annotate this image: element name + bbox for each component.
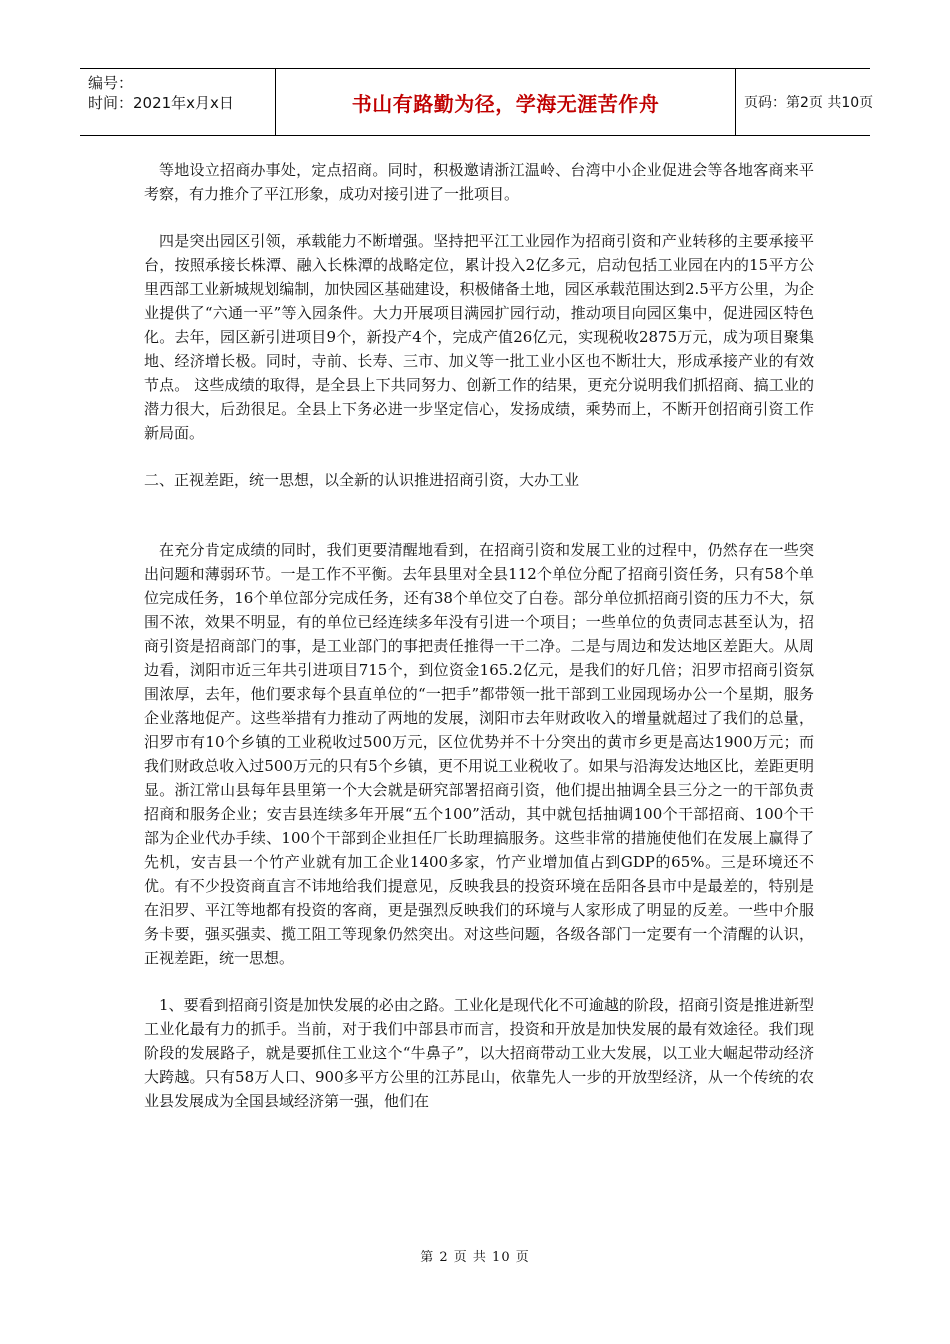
body-paragraph-3: 在充分肯定成绩的同时，我们更要清醒地看到，在招商引资和发展工业的过程中，仍然存在一些突出问题和薄弱环节。一是工作不平衡。去年县里对全县112个单位分配了招商引资任务，只有58个单位完成任务，16个单位部分完成任务，还有38个单位交了白卷。部分单位抓招商引资的压力不大，氛围不浓，效果不明显，有的单位已经连续多年没有引进一个项目；一些单位的负责同志甚至认为，招商引资是招商部门的事，是工业部门的事把责任推得一干二净。二是与周边和发达地区差距大。从周边看，浏阳市近三年共引进项目715个，到位资金165.2亿元，是我们的好几倍；汨罗市招商引资氛围浓厚，去年，他们要求每个县直单位的“一把手”都带领一批干部到工业园现场办公一个星期，服务企业落地促产。这些举措有力推动了两地的发展，浏阳市去年财政收入的增量就超过了我们的总量，汨罗市有10个乡镇的工业税收过500万元，区位优势并不十分突出的黄市乡更是高达1900万元；而我们财政总收入过500万元的只有5个乡镇，更不用说工业税收了。如果与沿海发达地区比，差距更明显。浙江常山县每年县里第一个大会就是研究部署招商引资，他们提出抽调全县三分之一的干部负责招商和服务企业；安吉县连续多年开展“五个100”活动，其中就包括抽调100个干部招商、100个干部为企业代办手续、100个干部到企业担任厂长助理搞服务。这些非常的措施使他们在发展上赢得了先机，安吉县一个竹产业就有加工企业1400多家，竹产业增加值占到GDP的65%。三是环境还不优。有不少投资商直言不讳地给我们提意见，反映我县的投资环境在岳阳各县市中是最差的，特别是在汨罗、平江等地都有投资的客商，更是强烈反映我们的环境与人家形成了明显的反差。一些中介服务卡要，强买强卖、揽工阻工等现象仍然突出。对这些问题，各级各部门一定要有一个清醒的认识，正视差距，统一思想。	[144, 541, 814, 967]
header-meta	[80, 69, 276, 135]
section-heading: 二、正视差距，统一思想，以全新的认识推进招商引资，大办工业	[144, 471, 580, 489]
body-paragraph-4: 1、要看到招商引资是加快发展的必由之路。工业化是现代化不可逾越的阶段，招商引资是推进新型工业化最有力的抓手。当前，对于我们中部县市而言，投资和开放是加快发展的最有效途径。我们现阶段的发展路子，就是要抓住工业这个“牛鼻子”，以大招商带动工业大发展，以工业大崛起带动经济大跨越。只有58万人口、900多平方公里的江苏昆山，依靠先人一步的开放型经济，从一个传统的农业县发展成为全国县域经济第一强，他们在	[144, 996, 814, 1110]
document-number-label: 编号：	[88, 74, 134, 92]
header-motto-cell	[276, 69, 736, 135]
document-date-label: 时间：2021年x月x日	[88, 94, 234, 112]
header-page-cell	[736, 69, 874, 135]
header-motto: 书山有路勤为径，学海无涯苦作舟	[351, 91, 660, 116]
document-body	[144, 158, 814, 1113]
page-footer: 第 2 页 共 10 页	[420, 1250, 530, 1265]
body-paragraph-2: 四是突出园区引领，承载能力不断增强。坚持把平江工业园作为招商引资和产业转移的主要承接平台，按照承接长株潭、融入长株潭的战略定位，累计投入2亿多元，启动包括工业园在内的15平方公里西部工业新城规划编制，加快园区基础建设，积极储备土地，园区承载范围达到2.5平方公里，为企业提供了“六通一平”等入园条件。大力开展项目满园扩园行动，推动项目向园区集中，促进园区特色化。去年，园区新引进项目9个，新投产4个，完成产值26亿元，实现税收2875万元，成为项目聚集地、经济增长极。同时，寺前、长寿、三市、加义等一批工业小区也不断壮大，形成承接产业的有效节点。 这些成绩的取得，是全县上下共同努力、创新工作的结果，更充分说明我们抓招商、搞工业的潜力很大，后劲很足。全县上下务必进一步坚定信心，发扬成绩，乘势而上，不断开创招商引资工作新局面。	[144, 232, 814, 442]
header-page-number: 页码：第2页 共10页	[744, 95, 874, 111]
page-header	[80, 68, 874, 136]
body-paragraph-1: 等地设立招商办事处，定点招商。同时，积极邀请浙江温岭、台湾中小企业促进会等各地客商来平考察，有力推介了平江形象，成功对接引进了一批项目。	[144, 161, 814, 203]
